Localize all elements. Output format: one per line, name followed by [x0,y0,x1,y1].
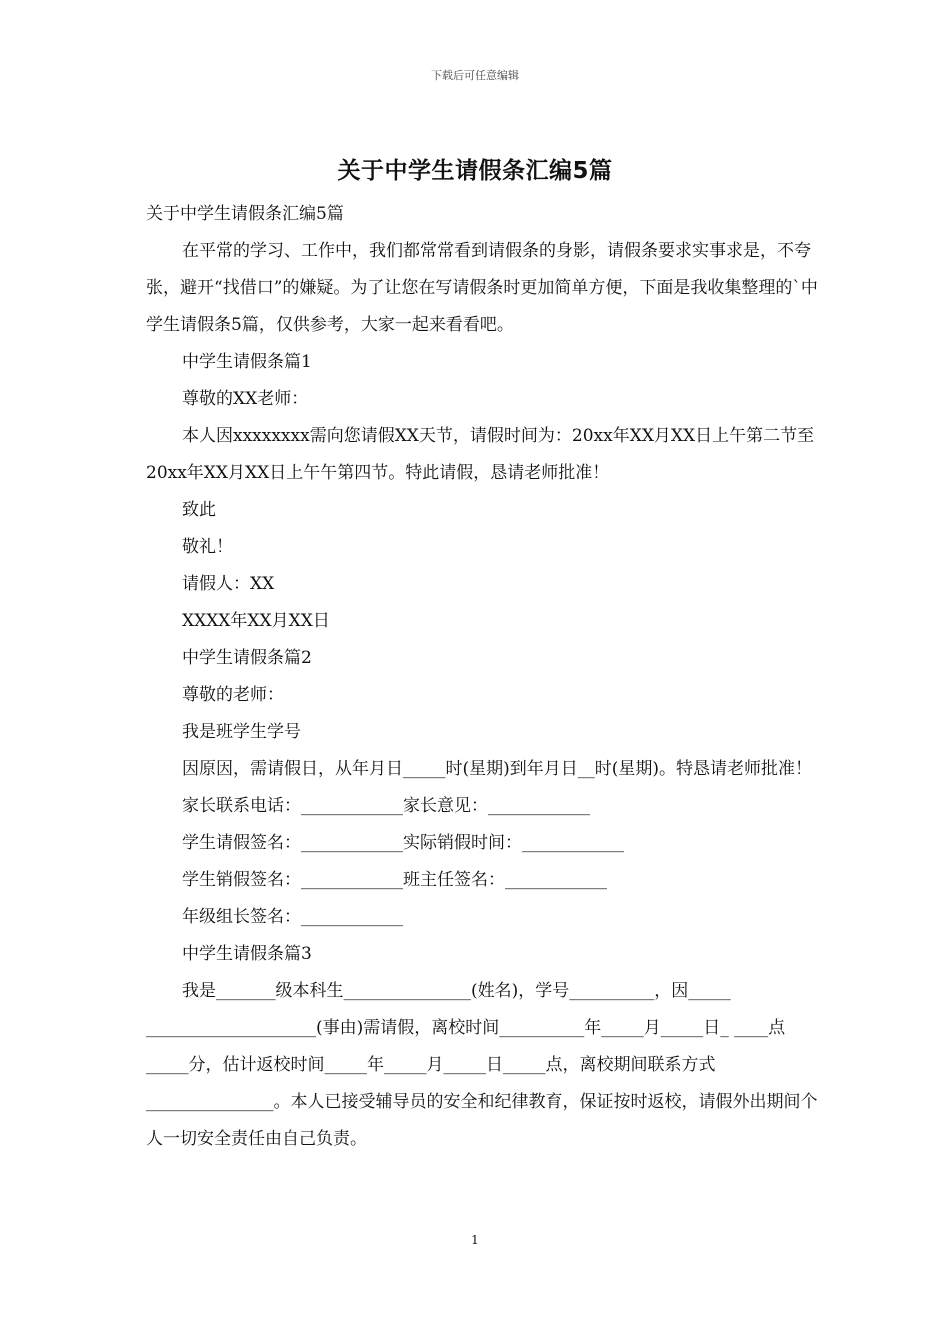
section-heading: 中学生请假条篇3 [182,944,312,964]
page-number: 1 [471,1233,479,1247]
form-line: 学生请假签名：____________实际销假时间：____________ [182,833,624,853]
paragraph: 本人因xxxxxxxx需向您请假XX天节，请假时间为：20xx年XX月XX日上午第二节至20xx年XX月XX日上午午第四节。特此请假，恳请老师批准！ [146,426,815,483]
paragraph: 我是班学生学号 [182,722,301,742]
form-line: 学生销假签名：____________班主任签名：____________ [182,870,607,890]
form-line: 家长联系电话：____________家长意见：____________ [182,796,590,816]
section-heading: 中学生请假条篇2 [182,648,312,668]
document-body [146,196,822,1158]
paragraph: 请假人：XX [182,574,275,594]
paragraph: 我是_______级本科生_______________(姓名)，学号__________，因_____ ____________________(事由)需请假，离校时间__________年_____月_____日_ ____点_____分，估计返校时间_____年_____月_____日_____点，离校期间联系方式_______________。本人已接受辅导员的安全和纪律教育，保证按时返校，请假外出期间个人一切安全责任由自己负责。 [146,981,818,1149]
paragraph: 因原因，需请假日，从年月日_____时(星期)到年月日__时(星期)。特恳请老师批准！ [182,759,813,779]
paragraph: 关于中学生请假条汇编5篇 [146,204,344,224]
paragraph: 尊敬的XX老师： [182,389,309,409]
page-header: 下载后可任意编辑 [431,69,519,82]
paragraph: XXXX年XX月XX日 [182,611,330,631]
section-heading: 中学生请假条篇1 [182,352,312,372]
form-line: 年级组长签名：____________ [182,907,403,927]
document-title: 关于中学生请假条汇编5篇 [337,158,613,184]
paragraph: 致此 [182,500,216,520]
paragraph: 在平常的学习、工作中，我们都常常看到请假条的身影，请假条要求实事求是，不夸张，避开“找借口”的嫌疑。为了让您在写请假条时更加简单方便，下面是我收集整理的`中学生请假条5篇，仅供参考，大家一起来看看吧。 [146,241,818,335]
paragraph: 敬礼！ [182,537,233,557]
paragraph: 尊敬的老师： [182,685,284,705]
